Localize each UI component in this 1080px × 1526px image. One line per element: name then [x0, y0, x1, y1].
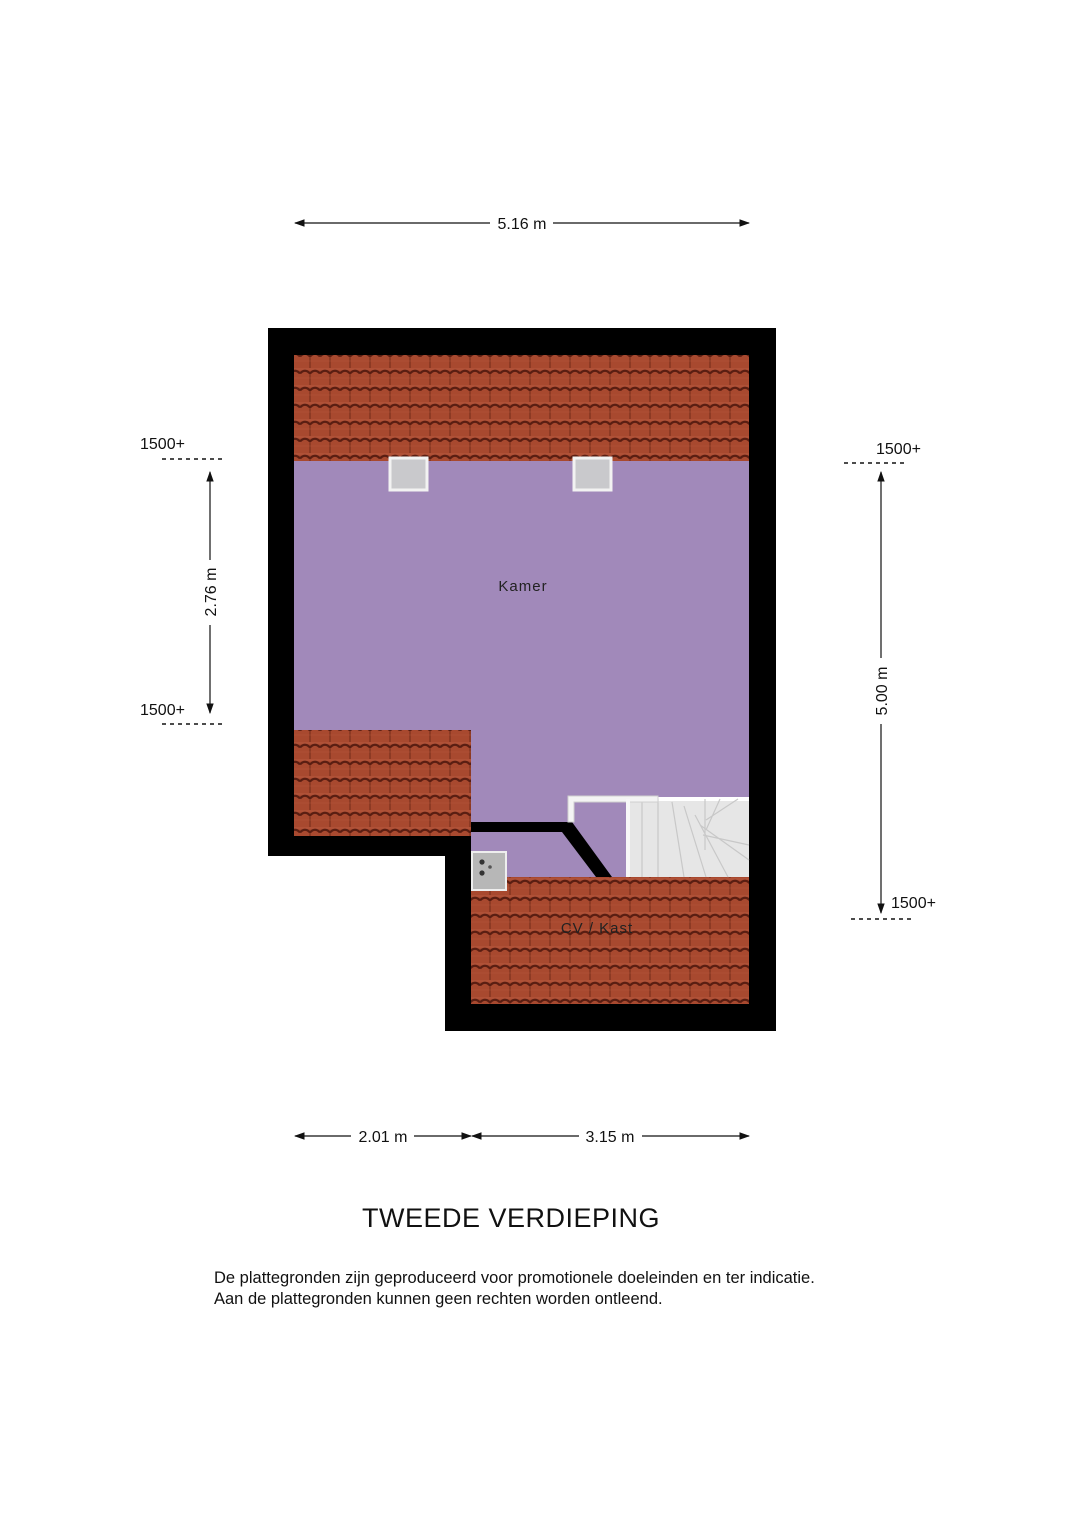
roof-bottom-right — [471, 877, 749, 1004]
cv-unit — [472, 852, 506, 890]
dim-label-right: 5.00 m — [874, 666, 891, 716]
dim-label-left: 2.76 m — [203, 567, 220, 617]
height-marker-right-bottom: 1500+ — [891, 895, 936, 912]
skylight-right — [574, 458, 611, 490]
height-marker-right-top: 1500+ — [876, 441, 921, 458]
disclaimer-line-2: Aan de plattegronden kunnen geen rechten worden ontleend. — [214, 1290, 663, 1308]
skylight-left — [390, 458, 427, 490]
height-marker-left-top: 1500+ — [140, 436, 185, 453]
disclaimer — [214, 1268, 815, 1310]
dim-label-bottom-right: 3.15 m — [585, 1129, 635, 1146]
dim-label-top: 5.16 m — [497, 216, 547, 233]
floor-title: TWEEDE VERDIEPING — [362, 1203, 661, 1233]
disclaimer-line-1: De plattegronden zijn geproduceerd voor promotionele doeleinden en ter indicatie. — [214, 1269, 815, 1287]
roof-top — [294, 355, 749, 461]
height-marker-left-bottom: 1500+ — [140, 702, 185, 719]
room-label-cv-kast: CV / Kast — [560, 920, 634, 937]
dim-label-bottom-left: 2.01 m — [358, 1129, 408, 1146]
room-label-kamer: Kamer — [498, 578, 548, 595]
roof-bottom-left — [294, 730, 471, 836]
